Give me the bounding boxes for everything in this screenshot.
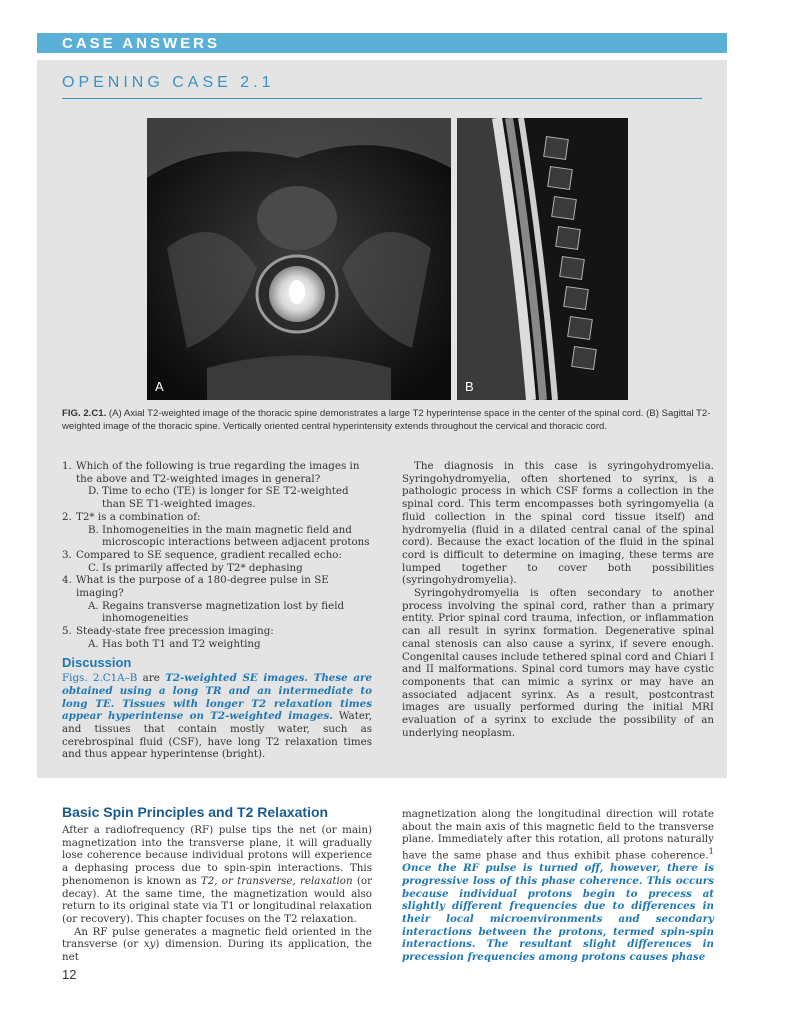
page-number: 12 — [62, 967, 77, 982]
discussion-paragraph — [62, 672, 372, 761]
section-right-emphasis: Once the RF pulse is turned off, however, there is progressive loss of this phase coherence. This occurs because individual protons begin to precess at slightly different frequencies due to differences in their local microenvironments and secondary interactions between the protons, termed spin-spin interactions. The resultant slight differences in precession frequencies among protons causes phase — [402, 862, 714, 964]
panel-b-label: B — [465, 379, 474, 394]
figure-caption — [62, 407, 714, 433]
question-text: T2* is a combination of: — [76, 510, 201, 523]
question-item — [62, 625, 372, 650]
question-text: Which of the following is true regarding the images in the above and T2-weighted images in general? — [76, 460, 360, 485]
case-title-rule — [62, 98, 702, 99]
question-number: 5. — [62, 625, 72, 638]
caption-label: FIG. 2.C1. — [62, 408, 107, 419]
discussion-rest: Water, and tissues that contain mostly water, such as cerebrospinal fluid (CSF), have long T2 relaxation times and thus appear hyperintense (bright). — [62, 710, 372, 761]
diagnosis-paragraph-1: The diagnosis in this case is syringohydromyelia. Syringohydromyelia, often shortened to syrinx, is a pathologic process in which CSF forms a collection in the spinal cord. This term encompasses both syringomyelia (a fluid collection in the spinal cord tissue itself) and hydromyelia (fluid in a dilated central canal of the spinal cord). Because the exact location of the fluid in the spinal cord is difficult to determine on imaging, these terms are lumped together to cover both possibilities (syringohydromyelia). — [402, 460, 714, 587]
answers-column — [62, 460, 372, 761]
question-list — [62, 460, 372, 651]
figure-reference: Figs. 2.C1A–B — [62, 672, 138, 685]
answer-letter: B. — [88, 523, 99, 536]
section-paragraph-1 — [62, 824, 372, 926]
mri-sagittal-image — [457, 118, 628, 400]
question-number: 1. — [62, 460, 72, 472]
caption-text: (A) Axial T2-weighted image of the thoracic spine demonstrates a large T2 hyperintense space in the center of the spinal cord. (B) Sagittal T2-weighted image of the thoracic spine. Vertically oriented central hyperintensity extends throughout the cervical and thoracic cord. — [62, 408, 711, 432]
question-item — [62, 574, 372, 625]
question-text: Compared to SE sequence, gradient recalled echo: — [76, 548, 342, 561]
section-left-column — [62, 824, 372, 964]
answer-letter: A. — [88, 599, 99, 612]
mri-axial-image — [147, 118, 451, 400]
answer-text: Has both T1 and T2 weighting — [102, 637, 261, 650]
diagnosis-column — [402, 460, 714, 739]
answer-text: Time to echo (TE) is longer for SE T2-weighted than SE T1-weighted images. — [102, 485, 349, 511]
section-right-text: magnetization along the longitudinal direction will rotate about the main axis of this magnetic field to the transverse plane. Immediately after this rotation, all protons naturally have the same phase and thus exhibit phase coherence. — [402, 808, 714, 862]
answer — [76, 524, 372, 549]
answer-text: Is primarily affected by T2* dephasing — [102, 561, 303, 574]
question-item — [62, 460, 372, 511]
diagnosis-paragraph-2: Syringohydromyelia is often secondary to another process involving the spinal cord, rather than a primary entity. Prior spinal cord trauma, infection, or inflammation can all result in syrinx formation. Degenerative spinal canal stenosis can also cause a syrinx, if severe enough. Congenital causes include tethered spinal cord and Chiari I and II malformations. Spinal cord tumors may have cystic components that can mimic a syrinx or may have an associated adjacent syrinx. As a result, postcontrast images are usually performed during the initial MRI evaluation of a syrinx to exclude the possibility of an underlying neoplasm. — [402, 587, 714, 739]
discussion-heading: Discussion — [62, 654, 132, 670]
answer — [76, 600, 372, 625]
section-p1-text-b: (or decay). At the same time, the magnetization would also return to its original state via T1 or longitudinal relaxation (or recovery). This chapter focuses on the T2 relaxation. — [62, 874, 373, 925]
section-heading: Basic Spin Principles and T2 Relaxation — [62, 804, 329, 820]
section-p1-text-a: After a radiofrequency (RF) pulse tips the net (or main) magnetization into the transverse plane, it will gradually lose coherence because individual protons will experience a dephasing process due to spin-spin interactions. This phenomenon is known as — [62, 824, 372, 887]
section-p2-emphasis: xy — [143, 938, 156, 951]
discussion-emphasis: T2-weighted SE images. These are obtained using a long TR and an intermediate to long TE. Tissues with longer T2 relaxation times appear hyperintense on T2-weighted images. — [62, 672, 373, 723]
question-text: What is the purpose of a 180-degree pulse in SE imaging? — [76, 574, 329, 600]
answer-letter: D. — [88, 485, 100, 498]
question-item — [62, 549, 372, 574]
question-number: 4. — [62, 574, 72, 587]
section-right-column — [402, 808, 714, 964]
discussion-are: are — [137, 672, 166, 685]
answer-text: Regains transverse magnetization lost by field inhomogeneities — [102, 599, 345, 625]
section-p2-text-b: ) dimension. During its application, the net — [62, 938, 372, 964]
section-p2-text-a: An RF pulse generates a magnetic field oriented in the transverse (or — [62, 925, 372, 951]
band-title: CASE ANSWERS — [62, 35, 220, 52]
answer — [76, 485, 372, 510]
mri-sagittal-drawing — [457, 118, 628, 400]
answer-letter: C. — [88, 561, 99, 574]
question-item — [62, 511, 372, 549]
section-right-paragraph — [402, 808, 714, 964]
question-number: 2. — [62, 510, 72, 523]
section-p1-emphasis: T2, or transverse, relaxation — [200, 874, 353, 887]
case-title: OPENING CASE 2.1 — [62, 74, 275, 91]
question-number: 3. — [62, 548, 72, 561]
answer — [76, 562, 372, 575]
footnote-ref: 1 — [708, 847, 714, 858]
mri-axial-drawing — [147, 118, 451, 400]
question-text: Steady-state free precession imaging: — [76, 625, 274, 638]
answer — [76, 638, 372, 651]
section-paragraph-2 — [62, 926, 372, 964]
panel-a-label: A — [155, 379, 164, 394]
answer-text: Inhomogeneities in the main magnetic field and microscopic interactions between adjacent protons — [102, 523, 370, 549]
answer-letter: A. — [88, 637, 99, 650]
